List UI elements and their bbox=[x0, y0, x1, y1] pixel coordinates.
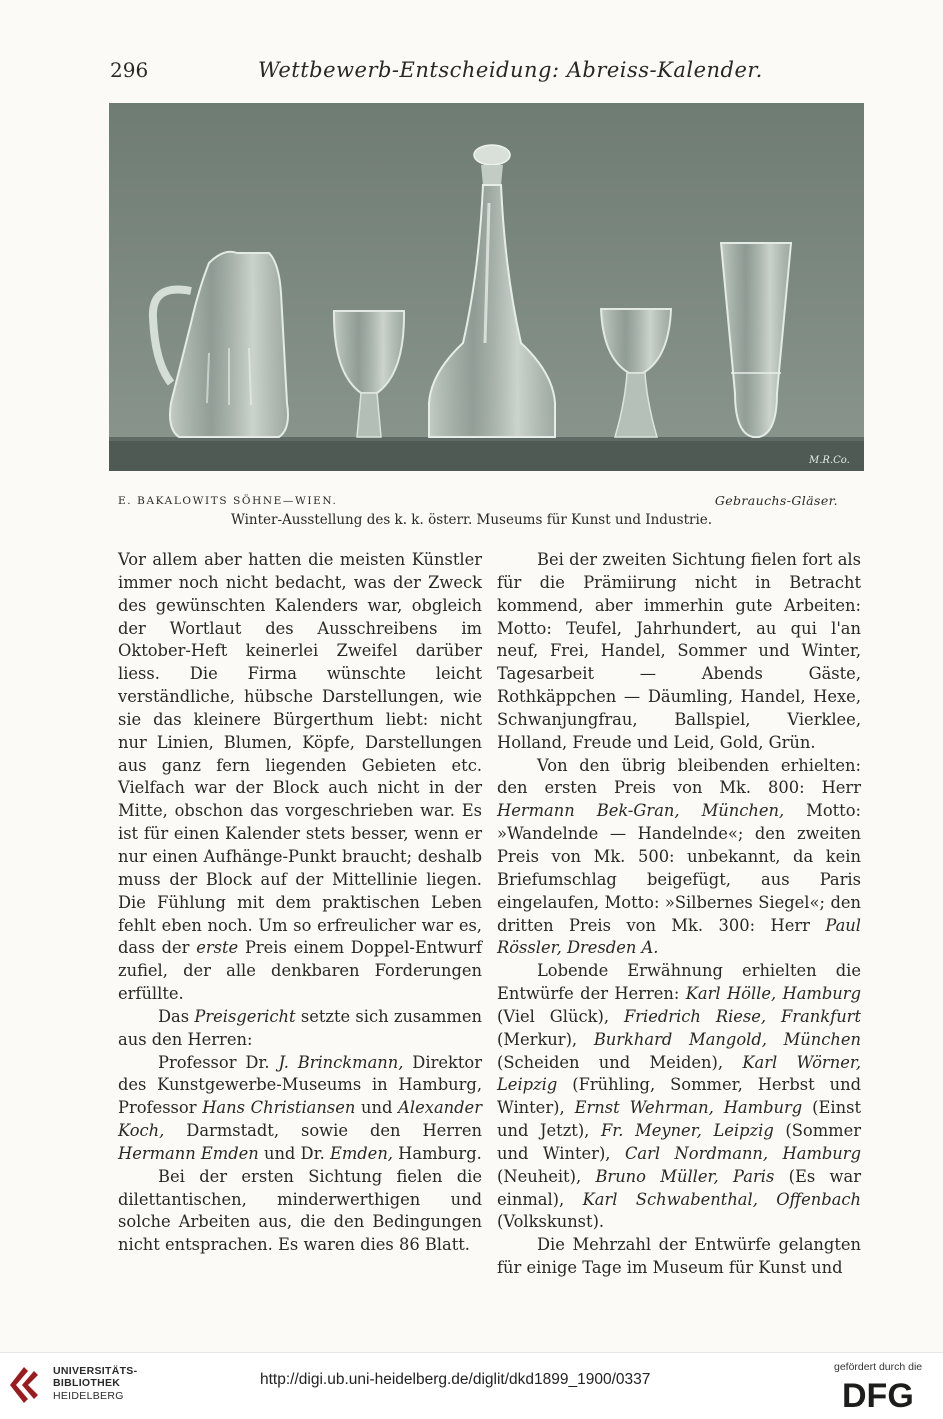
paragraph: Lobende Erwähnung erhielten die Entwürfe der Herren: Karl Hölle, Hamburg (Viel Glück), Friedrich Riese, Frankfurt (Merkur), Burkhard Mangold, München (Scheiden und Meiden), Karl Wörner, Leipzig (Frühling, Sommer, Herbst und Winter), Ernst Wehrman, Hamburg (Einst und Jetzt), Fr. Meyner, Leipzig (Sommer und Winter), Carl Nordmann, Hamburg (Neuheit), Bruno Müller, Paris (Es war einmal), Karl Schwabenthal, Offenbach (Volkskunst). bbox=[497, 961, 862, 1232]
library-name: UNIVERSITÄTS- BIBLIOTHEK HEIDELBERG bbox=[53, 1365, 138, 1402]
running-title: Wettbewerb-Entscheidung: Abreiss-Kalender. bbox=[258, 58, 763, 82]
university-library-logo-icon bbox=[6, 1363, 46, 1407]
digitization-footer bbox=[0, 1352, 943, 1419]
paragraph: Professor Dr. J. Brinckmann, Direktor des Kunstgewerbe-Museums in Hamburg, Professor Hans Christiansen und Alexander Koch, Darmstadt, sowie den Herren Hermann Emden und Dr. Emden, Hamburg. bbox=[118, 1052, 482, 1163]
paragraph: Bei der ersten Sichtung fielen die dilettantischen, minderwerthigen und solche Arbeiten aus, die den Bedingungen nicht entsprachen. Es waren dies 86 Blatt. bbox=[118, 1166, 482, 1255]
page-number: 296 bbox=[110, 58, 149, 82]
text-column-left bbox=[118, 549, 482, 1257]
caption-object: Gebrauchs-Gläser. bbox=[714, 493, 838, 508]
text-column-right bbox=[497, 549, 861, 1280]
funding-label: gefördert durch die bbox=[834, 1361, 923, 1373]
glassware-photograph bbox=[109, 103, 864, 471]
photographer-monogram: M.R.Co. bbox=[809, 455, 850, 466]
paragraph: Bei der zweiten Sichtung fielen fort als für die Prämiirung nicht in Betracht kommend, aber immerhin gute Arbeiten: Motto: Teufel, Jahrhundert, au qui l'an neuf, Frei, Handel, Sommer und Winter, Tagesarbeit — Abends Gäste, Rothkäppchen — Däumling, Handel, Hexe, Schwanjungfrau, Ballspiel, Vierklee, Holland, Freude und Leid, Gold, Grün. bbox=[497, 550, 861, 752]
svg-text:DFG: DFG bbox=[842, 1377, 914, 1413]
paragraph: Von den übrig bleibenden erhielten: den ersten Preis von Mk. 800: Herr Hermann Bek-Gran, München, Motto: »Wandelnde — Handelnde«; den zweiten Preis von Mk. 500: unbekannt, da kein Briefumschlag beigefügt, aus Paris eingelaufen, Motto: »Silbernes Siegel«; den dritten Preis von Mk. 300: Herr Paul Rössler, Dresden A. bbox=[497, 755, 861, 958]
permalink-url[interactable]: http://digi.ub.uni-heidelberg.de/diglit/dkd1899_1900/0337 bbox=[260, 1371, 651, 1388]
paragraph: Vor allem aber hatten die meisten Künstler immer noch nicht bedacht, was der Zweck des gewünschten Kalenders war, obgleich der Wortlaut des Ausschreibens im Oktober-Heft keinerlei Zweifel darüber liess. Die Firma wünschte leicht verständliche, hübsche Darstellungen, wie sie das kleinere Bürgerthum liebt: nicht nur Linien, Blumen, Köpfe, Darstellungen aus ganz fern liegenden Gebieten etc. Vielfach war der Block auch nicht in der Mitte, obschon das vorgeschrieben war. Es ist für einen Kalender stets besser, wenn er nur einen Aufhänge-Punkt braucht; deshalb muss der Block auf der Mittellinie liegen. Die Fühlung mit dem praktischen Leben fehlt eben noch. Um so erfreulicher war es, dass der erste Preis einem Doppel-Entwurf zufiel, der alle denkbaren Forderungen erfüllte. bbox=[118, 550, 482, 1004]
caption-exhibition: Winter-Ausstellung des k. k. österr. Museums für Kunst und Industrie. bbox=[230, 512, 713, 528]
caption-maker: E. BAKALOWITS SÖHNE—WIEN. bbox=[118, 495, 338, 507]
paragraph: Das Preisgericht setzte sich zusammen aus den Herren: bbox=[118, 1006, 482, 1049]
paragraph: Die Mehrzahl der Entwürfe gelangten für einige Tage im Museum für Kunst und bbox=[497, 1235, 861, 1278]
dfg-logo-icon bbox=[842, 1377, 932, 1413]
glassware-illustration bbox=[109, 103, 864, 471]
